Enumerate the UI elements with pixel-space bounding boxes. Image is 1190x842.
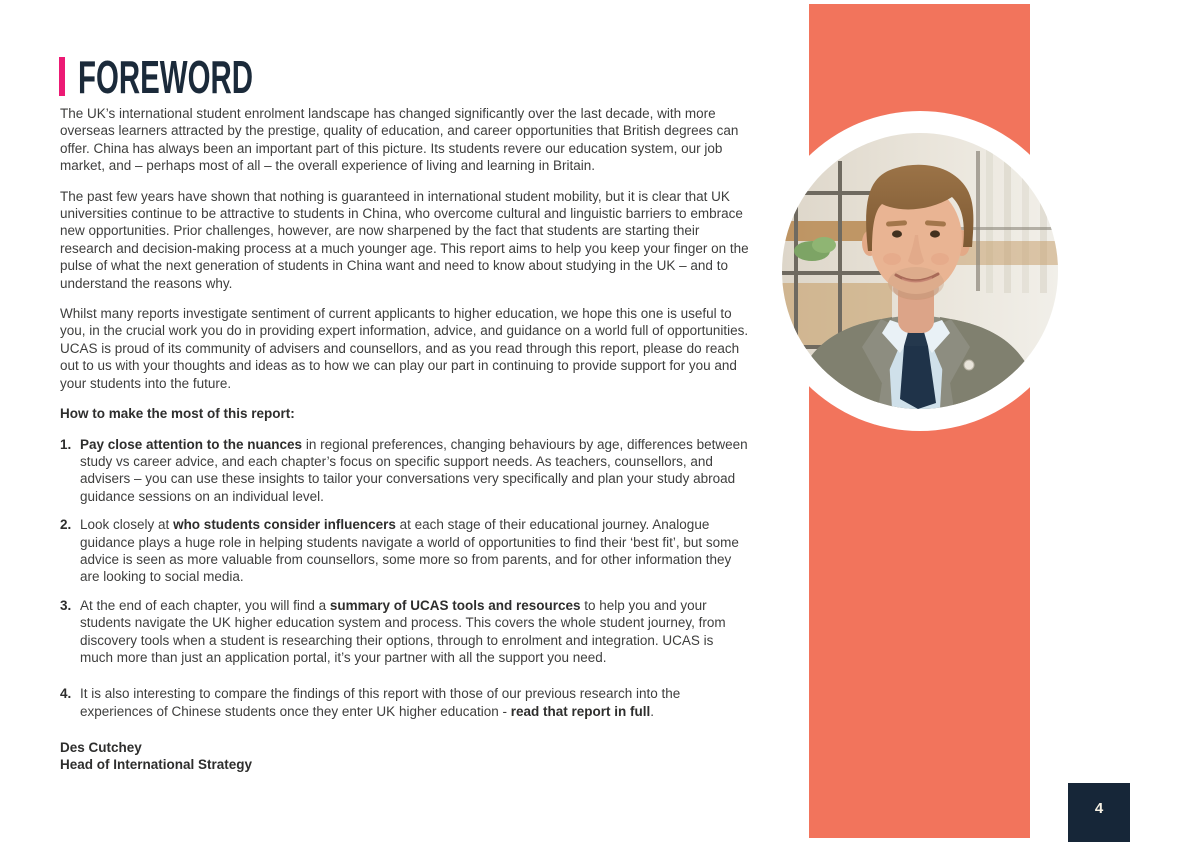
list-item-number: 4. [60, 686, 72, 702]
list-item [60, 516, 750, 586]
portrait-ring [760, 111, 1080, 431]
title-accent-bar [59, 57, 65, 96]
numbered-list [60, 436, 750, 721]
list-item-number: 1. [60, 436, 72, 452]
list-item-rest: . [650, 703, 655, 719]
list-item-bold: who students consider influencers [173, 517, 396, 533]
list-item-rest: to help you and your students navigate the UK higher education system and process. This covers the whole student journey, from discovery tools when a student is researching their options, through to enrolment and integration. UCAS is much more than just an application portal, it’s your partner with all the support you need. [80, 597, 726, 665]
foreword-paragraph: The past few years have shown that nothing is guaranteed in international student mobility, but it is clear that UK universities continue to be attractive to students in China, who overcome cultural and linguistic barriers to embrace new opportunities. Prior challenges, however, are now sharpened by the fact that students are starting their research and decision-making process at a much younger age. This report aims to help you keep your finger on the pulse of what the next generation of students in China want and need to know about studying in the UK – and to understand the reasons why. [60, 188, 749, 291]
signature-name: Des Cutchey [60, 740, 142, 756]
list-item-lead: It is also interesting to compare the findings of this report with those of our previous research into the experiences of Chinese students once they enter UK higher education - [80, 686, 681, 719]
list-item-text [80, 436, 750, 506]
signature-block [60, 740, 750, 773]
list-item-lead: At the end of each chapter, you will find a [80, 597, 330, 613]
foreword-paragraph: Whilst many reports investigate sentiment of current applicants to higher education, we hope this one is useful to you, in the crucial work you do in providing expert information, advice, and guidance on a world full of opportunities. UCAS is proud of its community of advisers and counsellors, and as you read through this report, please do reach out to us with your thoughts and ideas as to how we can play our part in continuing to provide support for you and your students into the future. [60, 306, 749, 391]
list-item-number: 3. [60, 597, 72, 613]
read-report-link[interactable]: read that report in full [510, 703, 651, 719]
page-number: 4 [1094, 800, 1104, 817]
list-item-lead: Look closely at [80, 517, 174, 533]
list-item [60, 597, 750, 667]
page-title: FOREWORD [78, 50, 253, 103]
list-item-rest: in regional preferences, changing behaviours by age, differences between study vs career advice, and each chapter’s focus on specific support needs. As teachers, counsellors, and advisers – you can use these insights to tailor your conversations very specifically and plan your study abroad guidance sessions on an individual level. [80, 436, 748, 504]
portrait-illustration [782, 133, 1058, 409]
list-heading: How to make the most of this report: [60, 406, 295, 422]
list-item [60, 436, 750, 506]
page-number-badge [1068, 783, 1130, 842]
list-item-text [80, 597, 750, 667]
list-item-bold: Pay close attention to the nuances [80, 436, 303, 452]
list-item [60, 685, 750, 720]
page-title-block [59, 50, 351, 103]
foreword-body [60, 105, 750, 773]
list-item-rest: at each stage of their educational journey. Analogue guidance plays a huge role in helping students navigate a world of opportunities to find their ‘best fit’, but some advice is seen as more valuable from counsellors, some more so from parents, and for other information they are looking to social media. [80, 517, 739, 585]
portrait-photo [782, 133, 1058, 409]
list-item-text [80, 516, 750, 586]
list-item-text [80, 685, 750, 720]
list-item-number: 2. [60, 517, 72, 533]
list-item-bold: summary of UCAS tools and resources [329, 597, 581, 613]
signature-role: Head of International Strategy [60, 756, 253, 772]
foreword-paragraph: The UK’s international student enrolment landscape has changed significantly over the last decade, with more overseas learners attracted by the prestige, quality of education, and career opportunities that British degrees can offer. China has always been an important part of this picture. Its students revere our education system, our job market, and – perhaps most of all – the overall experience of living and learning in Britain. [60, 106, 739, 174]
